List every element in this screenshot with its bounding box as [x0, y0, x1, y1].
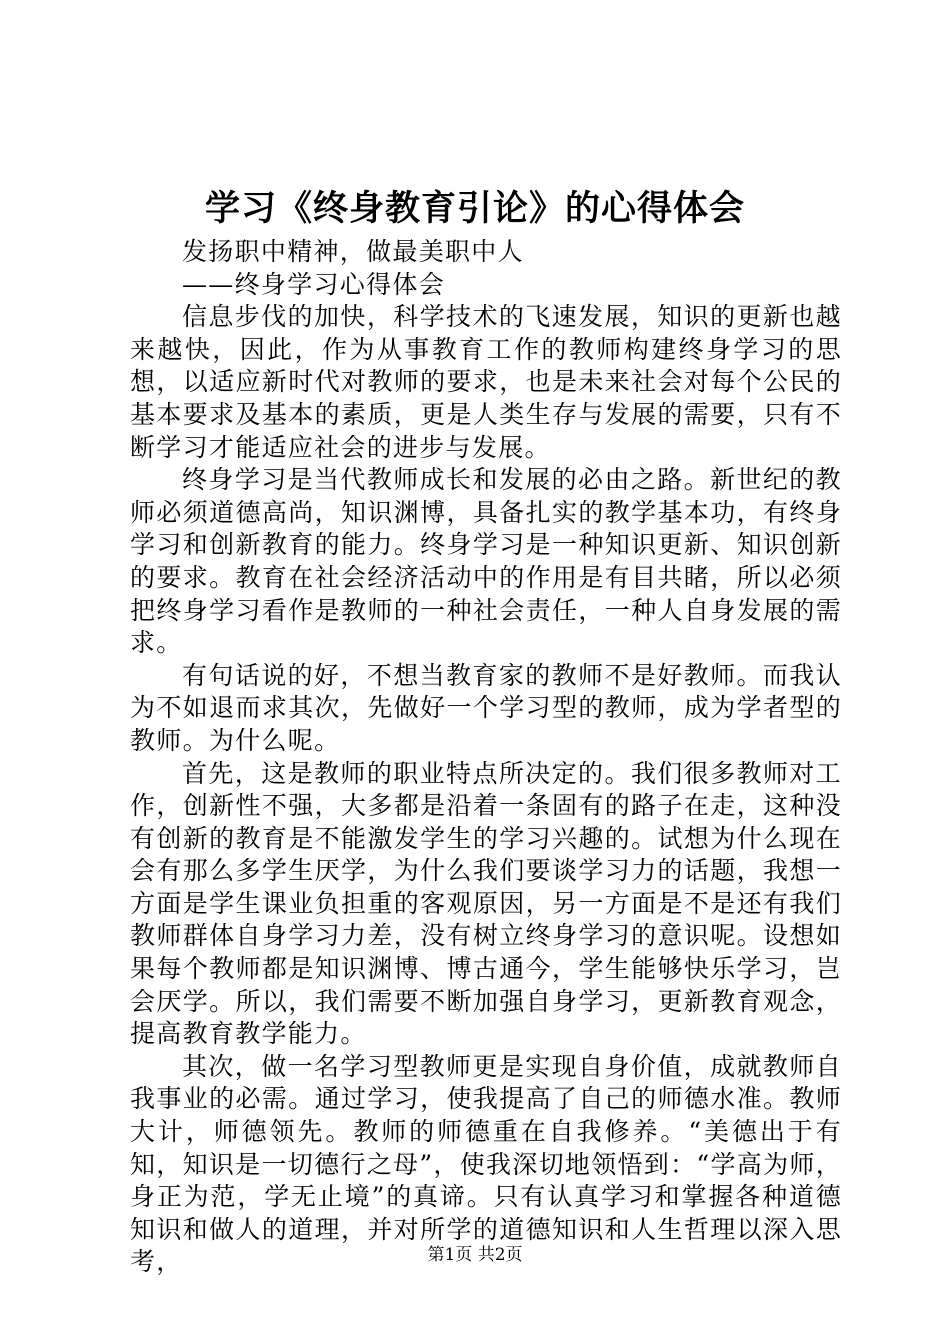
paragraph: 终身学习是当代教师成长和发展的必由之路。新世纪的教师必须道德高尚，知识渊博，具备扎实的教学基本功，有终身学习和创新教育的能力。终身学习是一种知识更新、知识创新的要求。教育在社会经济活动中的作用是有目共睹，所以必须把终身学习看作是教师的一种社会责任，一种人自身发展的需求。 [130, 465, 842, 658]
paragraph: 有句话说的好，不想当教育家的教师不是好教师。而我认为不如退而求其次，先做好一个学习型的教师，成为学者型的教师。为什么呢。 [130, 660, 842, 755]
document-title: 学习《终身教育引论》的心得体会 [204, 188, 745, 229]
paragraph: 信息步伐的加快，科学技术的飞速发展，知识的更新也越来越快，因此，作为从事教育工作的教师构建终身学习的思想，以适应新时代对教师的要求，也是未来社会对每个公民的基本要求及基本的素质，更是人类生存与发展的需要，只有不断学习才能适应社会的进步与发展。 [130, 302, 842, 462]
paragraph: 首先，这是教师的职业特点所决定的。我们很多教师对工作，创新性不强，大多都是沿着一条固有的路子在走，这种没有创新的教育是不能激发学生的学习兴趣的。试想为什么现在会有那么多学生厌学，为什么我们要谈学习力的话题，我想一方面是学生课业负担重的客观原因，另一方面是不是还有我们教师群体自身学习力差，没有树立终身学习的意识呢。设想如果每个教师都是知识渊博、博古通今，学生能够快乐学习，岂会厌学。所以，我们需要不断加强自身学习，更新教育观念，提高教育教学能力。 [130, 758, 842, 1049]
paragraph: 其次，做一名学习型教师更是实现自身价值，成就教师自我事业的必需。通过学习，使我提高了自己的师德水准。教师大计，师德领先。教师的师德重在自我修养。“美德出于有知，知识是一切德行之母”，使我深切地领悟到：“学高为师，身正为范，学无止境”的真谛。只有认真学习和掌握各种道德知识和做人的道理，并对所学的道德知识和人生哲理以深入思考， [130, 1051, 842, 1277]
document-body [130, 236, 842, 1279]
document-subtitle: 发扬职中精神，做最美职中人 [182, 237, 524, 266]
page-number-footer: 第1页 共2页 [427, 1245, 523, 1265]
document-subheading: ——终身学习心得体会 [182, 269, 446, 299]
